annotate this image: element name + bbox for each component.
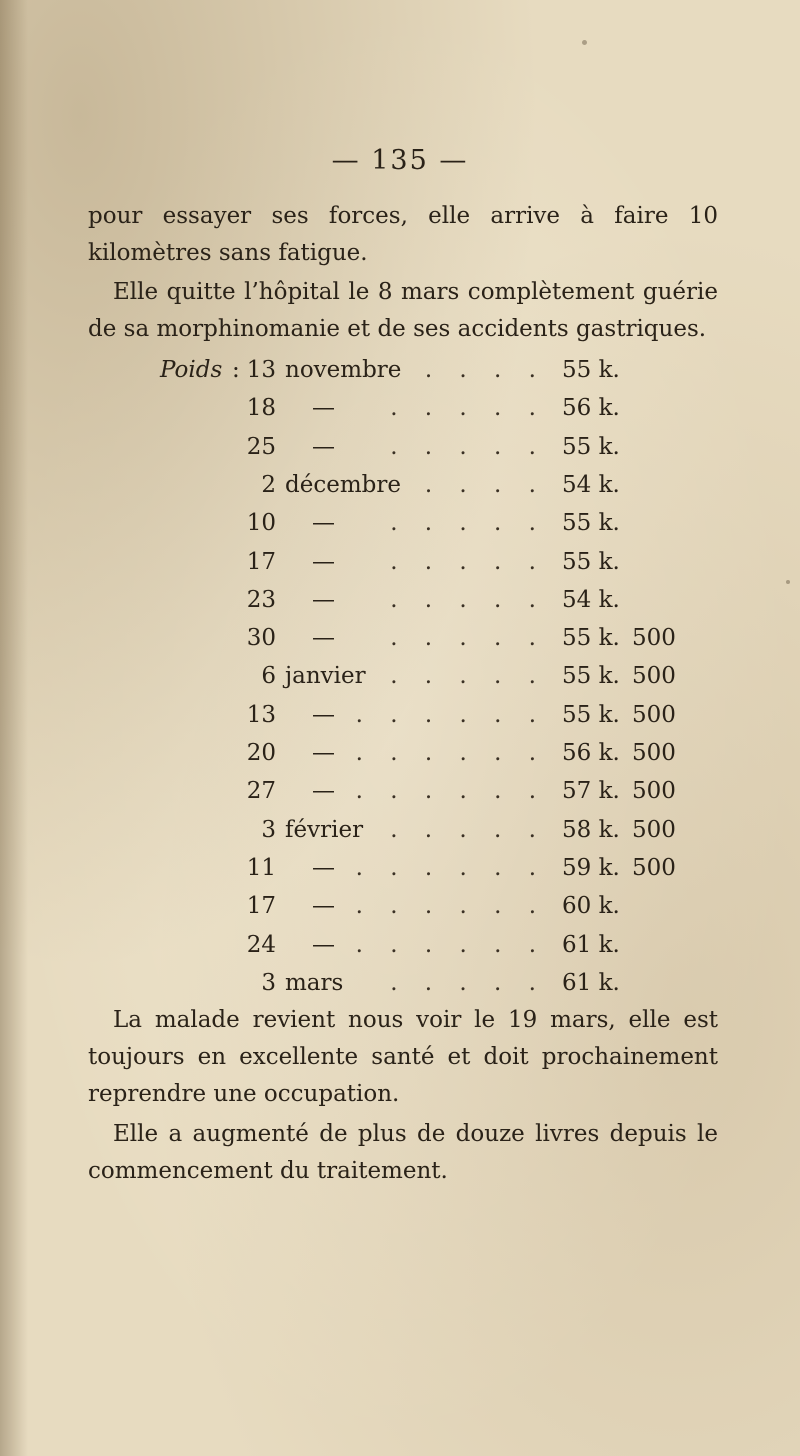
weight-row	[0, 696, 800, 734]
weight-date-month: —	[312, 395, 335, 422]
weight-grams: 500	[632, 625, 676, 652]
weight-row	[0, 581, 800, 619]
weight-row	[0, 389, 800, 427]
weight-row	[0, 849, 800, 887]
weight-date-day: 2	[261, 471, 276, 498]
weight-row	[0, 466, 800, 504]
weight-kg: 54 k.	[562, 586, 620, 613]
weight-date-month: —	[312, 625, 335, 652]
weight-label-colon: :	[232, 357, 240, 383]
weight-row	[0, 811, 800, 849]
weight-row	[0, 887, 800, 925]
paragraph-weight-gain: Elle a augmenté de plus de douze livres depuis le commencement du traitement.	[88, 1121, 718, 1184]
leader-dots: . . . . . .	[355, 854, 546, 881]
weight-kg: 55 k.	[562, 548, 620, 575]
leader-dots: . . . . . .	[355, 893, 546, 920]
weight-date-month: novembre	[285, 357, 402, 383]
weight-date-month: —	[312, 778, 335, 805]
paragraph-discharge: Elle quitte l’hôpital le 8 mars complètement guérie de sa morphinomanie et de ses accidents gastriques.	[88, 279, 718, 342]
weight-date-day: 13	[246, 701, 276, 728]
weight-kg: 59 k.	[562, 854, 620, 881]
weight-date-day: 6	[261, 663, 276, 690]
leader-dots: . . . . .	[390, 395, 546, 422]
paragraph-forces: pour essayer ses forces, elle arrive à faire 10 kilomètres sans fatigue.	[88, 203, 718, 266]
leader-dots: . . . . .	[390, 969, 546, 996]
weight-date-month: —	[312, 893, 335, 920]
weight-kg: 60 k.	[562, 893, 620, 920]
leader-dots: . . . . .	[390, 663, 546, 690]
weight-row	[0, 619, 800, 657]
weight-date-month: février	[285, 816, 364, 843]
weight-date-month: —	[312, 701, 335, 728]
leader-dots: . . . . .	[390, 548, 546, 575]
weight-date-day: 3	[261, 969, 276, 996]
leader-dots: . . . . .	[390, 625, 546, 652]
weight-date-day: 30	[246, 625, 276, 652]
leader-dots: . . . . . .	[355, 778, 546, 805]
weight-date-day: 24	[246, 931, 276, 958]
weight-kg: 61 k.	[562, 931, 620, 958]
weight-row	[0, 964, 800, 1002]
weight-date-month: —	[312, 548, 335, 575]
weight-grams: 500	[632, 740, 676, 766]
weight-kg: 61 k.	[562, 969, 620, 996]
weight-date-day: 27	[246, 778, 276, 805]
weight-kg: 56 k.	[562, 395, 620, 422]
weight-kg: 55 k.	[562, 510, 620, 537]
weight-date-day: 11	[246, 854, 276, 881]
paper-speck	[582, 40, 587, 45]
weight-grams: 500	[632, 854, 676, 881]
weight-kg: 55 k.	[562, 625, 620, 652]
weight-kg: 55 k.	[562, 663, 620, 690]
weight-date-month: —	[312, 740, 335, 766]
leader-dots: . . . . . .	[355, 931, 546, 958]
weight-grams: 500	[632, 663, 676, 690]
paper-speck	[786, 580, 790, 584]
weight-date-month: —	[312, 433, 335, 460]
weight-grams: 500	[632, 816, 676, 843]
weight-date-month: —	[312, 586, 335, 613]
weight-date-day: 17	[246, 548, 276, 575]
weight-date-month: décembre	[285, 471, 401, 498]
weight-grams: 500	[632, 778, 676, 805]
weight-date-day: 18	[246, 395, 276, 422]
leader-dots: . . . . .	[390, 816, 546, 843]
weight-date-day: 10	[246, 510, 276, 537]
weight-row	[0, 543, 800, 581]
leader-dots: . . . .	[424, 471, 546, 498]
page-number: — 135 —	[331, 145, 469, 176]
weight-kg: 58 k.	[562, 816, 620, 843]
weight-kg: 55 k.	[562, 701, 620, 728]
weight-date-day: 13	[246, 357, 276, 383]
weight-kg: 57 k.	[562, 778, 620, 805]
leader-dots: . . . . . .	[355, 701, 546, 728]
weight-row	[0, 428, 800, 466]
weight-row	[0, 734, 800, 772]
leader-dots: . . . . .	[390, 586, 546, 613]
weight-row	[0, 504, 800, 542]
weight-date-day: 20	[246, 740, 276, 766]
weight-date-day: 25	[246, 433, 276, 460]
weight-date-month: mars	[285, 969, 344, 996]
weight-row	[0, 351, 800, 389]
weight-kg: 55 k.	[562, 357, 620, 383]
weight-row	[0, 772, 800, 810]
weight-row	[0, 926, 800, 964]
weight-row	[0, 657, 800, 695]
leader-dots: . . . . . .	[355, 740, 546, 766]
weight-date-month: —	[312, 510, 335, 537]
weight-date-day: 17	[246, 893, 276, 920]
weight-kg: 54 k.	[562, 471, 620, 498]
weight-date-month: —	[312, 931, 335, 958]
weight-kg: 56 k.	[562, 740, 620, 766]
leader-dots: . . . . .	[390, 433, 546, 460]
weight-date-day: 23	[246, 586, 276, 613]
leader-dots: . . . .	[424, 357, 546, 383]
leader-dots: . . . . .	[390, 510, 546, 537]
weight-date-month: —	[312, 854, 335, 881]
weight-grams: 500	[632, 701, 676, 728]
weight-label: Poids	[160, 357, 223, 383]
weight-date-day: 3	[261, 816, 276, 843]
weight-kg: 55 k.	[562, 433, 620, 460]
paragraph-followup: La malade revient nous voir le 19 mars, elle est toujours en excellente santé et doit prochainement reprendre une occupation.	[88, 1007, 718, 1107]
weight-date-month: janvier	[285, 663, 366, 690]
